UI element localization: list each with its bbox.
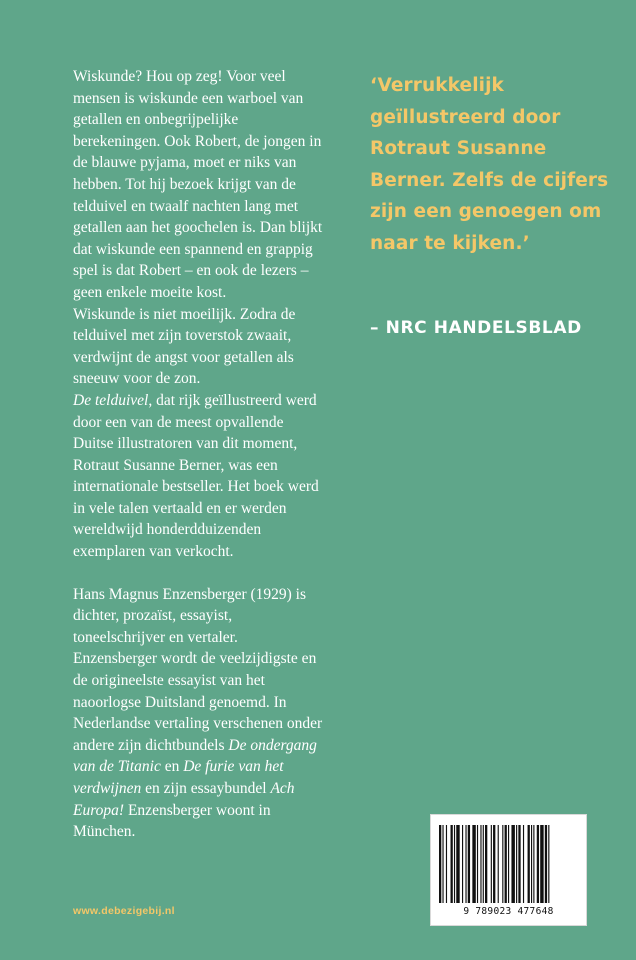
barcode-bar	[493, 825, 495, 903]
review-quote: ‘Verrukkelijk geïllustreerd door Rotraut Susanne Berner. Zelfs de cijfers zijn een genoegen om naar te kijken.’	[370, 75, 609, 254]
blurb-paragraph-1: Wiskunde? Hou op zeg! Voor veel mensen is wiskunde een warboel van getallen en onbegrijpelijke berekeningen. Ook Robert, de jongen in de blauwe pyjama, moet er niks van hebben. Tot hij bezoek krijgt van de telduivel en twaalf nachten lang met getallen aan het goochelen is. Dan blijkt dat wiskunde een spannend en grappig spel is dat Robert – en ook de lezers – geen enkele moeite kost.	[73, 68, 323, 301]
barcode-bar	[483, 825, 484, 903]
blurb-paragraph-2: Wiskunde is niet moeilijk. Zodra de telduivel met zijn toverstok zwaait, verdwijnt de angst voor getallen als sneeuw voor de zon.	[73, 305, 296, 388]
barcode-bar	[451, 825, 453, 903]
barcode-bar	[523, 825, 524, 903]
barcode-bar	[462, 825, 463, 903]
author-bio-title-2: De furie van het verdwijnen	[73, 758, 284, 797]
barcode-bar	[472, 825, 475, 903]
barcode-bar	[537, 825, 539, 903]
author-bio-text-4: Enzensberger woont in München.	[73, 801, 271, 841]
review-source: – NRC HANDELSBLAD	[370, 318, 582, 338]
author-bio-text-2: en	[160, 758, 184, 776]
barcode-bar	[468, 825, 470, 903]
blurb-paragraph-3	[73, 390, 323, 563]
barcode-bar	[516, 825, 517, 903]
barcode-bar	[498, 825, 499, 903]
barcode-bar	[511, 825, 514, 903]
barcode-bar	[533, 825, 534, 903]
barcode-bar	[531, 825, 532, 903]
isbn-barcode	[430, 814, 587, 926]
barcode-bar	[548, 825, 549, 903]
isbn-digits: 9 789023 477648	[463, 906, 554, 917]
barcode-bar	[442, 825, 443, 903]
barcode-bar	[446, 825, 447, 903]
barcode-bar	[439, 825, 441, 903]
barcode-bar	[456, 825, 459, 903]
barcode-bar	[454, 825, 455, 903]
barcode-bar	[545, 825, 547, 903]
author-bio-text-1: Hans Magnus Enzensberger (1929) is dichter, prozaïst, essayist, toneelschrijver en vertaler. Enzensberger wordt de veelzijdigste en de origineelste essayist van het naoorlogse Duitsland genoemd. In Nederlandse vertaling verschenen onder andere zijn dichtbundels	[73, 585, 323, 754]
barcode-bar	[505, 825, 507, 903]
book-title: De telduivel	[73, 391, 149, 409]
barcode-bar	[528, 825, 530, 903]
barcode-bar	[502, 825, 503, 903]
author-bio	[73, 584, 323, 843]
blurb-paragraph-3-text: , dat rijk geïllustreerd werd door een van de meest opvallende Duitse illustratoren van dit moment, Rotraut Susanne Berner, was een internationale bestseller. Het boek werd in vele talen vertaald en er werden wereldwijd honderdduizenden exemplaren van verkocht.	[73, 391, 319, 561]
barcode-bar	[491, 825, 492, 903]
barcode-bar	[508, 825, 509, 903]
back-cover-blurb	[73, 66, 323, 843]
author-bio-title-3: Ach Europa!	[73, 780, 295, 819]
author-bio-text-3: en zijn essaybundel	[141, 780, 271, 797]
author-bio-title-1: De ondergang van de Titanic	[73, 736, 317, 776]
barcode-bar	[477, 825, 478, 903]
barcode-bars	[439, 825, 578, 903]
barcode-bar	[480, 825, 481, 903]
barcode-bar	[540, 825, 543, 903]
barcode-bar	[485, 825, 487, 903]
barcode-bar	[465, 825, 466, 903]
barcode-bar	[518, 825, 520, 903]
publisher-website: www.debezigebij.nl	[73, 905, 175, 917]
